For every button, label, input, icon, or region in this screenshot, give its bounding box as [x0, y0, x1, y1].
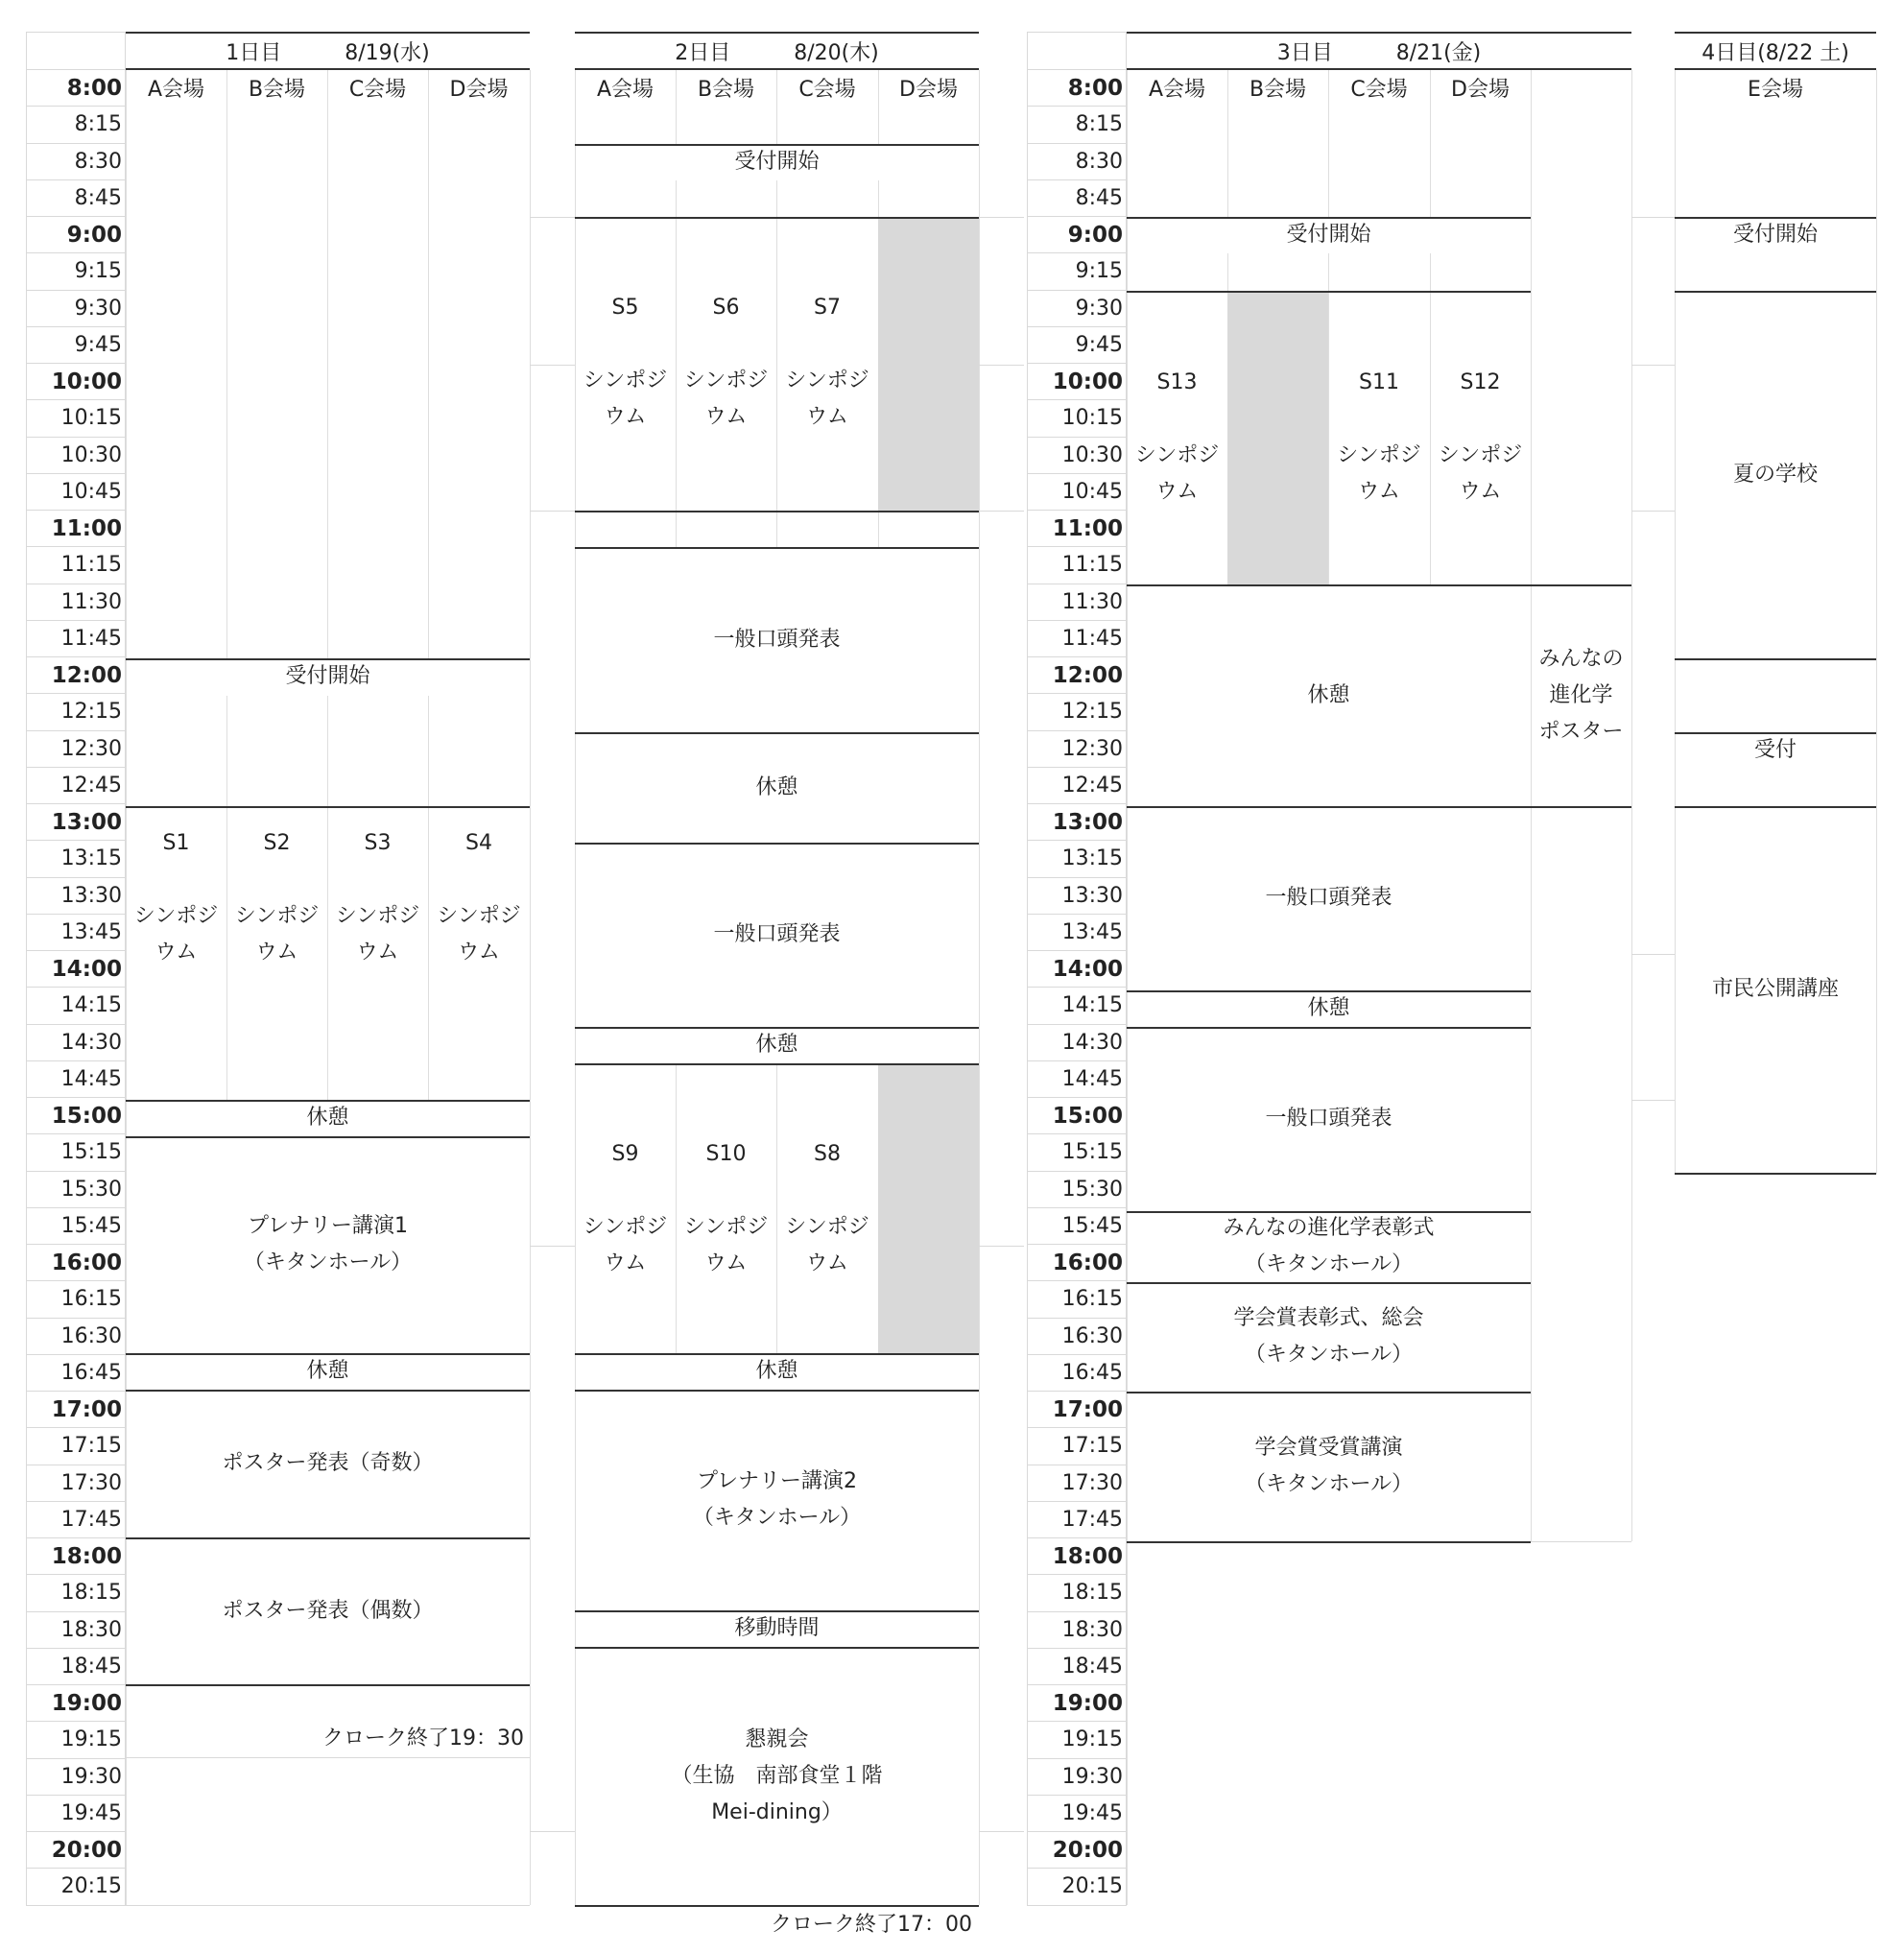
- time-label: 11:45: [26, 621, 126, 657]
- time-label: 9:00: [1027, 217, 1127, 253]
- column-separator: [530, 365, 575, 366]
- day3-reception: 受付開始: [1286, 223, 1371, 247]
- day1-rule: [126, 806, 530, 808]
- day4-header: 4日目(8/22 土): [1675, 32, 1876, 70]
- time-label: 17:45: [26, 1502, 126, 1538]
- day1-divider: [530, 70, 531, 1905]
- day1-divider: [226, 70, 227, 658]
- day1-rule: [126, 1905, 530, 1906]
- day3-divider: [1631, 70, 1632, 1541]
- time-header-cell: [1027, 32, 1127, 70]
- time-label: 8:45: [1027, 180, 1127, 217]
- time-label: 13:30: [26, 878, 126, 915]
- column-separator: [1631, 217, 1675, 218]
- time-label: 15:00: [1027, 1098, 1127, 1134]
- time-label: 11:00: [1027, 511, 1127, 547]
- time-label: 13:15: [1027, 841, 1127, 877]
- day3-room-b: B会場: [1249, 78, 1307, 102]
- day2-sym-label: シンポジウム: [583, 1215, 668, 1275]
- column-separator: [530, 1831, 575, 1832]
- time-label: 16:00: [1027, 1245, 1127, 1281]
- day2-break: 休憩: [755, 774, 798, 799]
- time-label: 18:15: [1027, 1575, 1127, 1611]
- column-separator: [979, 1831, 1024, 1832]
- day2-room-b: B会場: [697, 78, 755, 102]
- time-label: 16:15: [1027, 1281, 1127, 1318]
- day1-header: 1日目 8/19(水): [126, 32, 530, 70]
- column-separator: [530, 1246, 575, 1247]
- day1-divider: [327, 70, 328, 658]
- time-label: 15:00: [26, 1098, 126, 1134]
- day2-break: 休憩: [755, 1033, 798, 1057]
- time-label: 16:30: [26, 1319, 126, 1355]
- column-separator: [1631, 365, 1675, 366]
- time-label: 10:45: [1027, 474, 1127, 511]
- day2-sym-label: シンポジウム: [785, 369, 869, 429]
- time-label: 12:15: [26, 694, 126, 730]
- day2-party: 懇親会 （生協 南部食堂１階 Mei-dining）: [671, 1727, 883, 1824]
- day2-sym-label: シンポジウム: [785, 1215, 869, 1275]
- day2-sym-s8: [776, 1136, 878, 1328]
- time-label: 18:30: [26, 1612, 126, 1649]
- time-label: 17:30: [26, 1465, 126, 1502]
- day1-break: 休憩: [306, 1106, 349, 1130]
- time-label: 18:45: [26, 1649, 126, 1685]
- time-label: 11:30: [26, 584, 126, 621]
- day3-society-award-meeting: 学会賞表彰式、総会 （キタンホール）: [1233, 1306, 1424, 1367]
- time-label: 15:15: [1027, 1134, 1127, 1171]
- day1-divider: [428, 70, 429, 658]
- day3-sym-s13: [1127, 365, 1227, 557]
- column-separator: [1631, 954, 1675, 955]
- time-label: 12:45: [1027, 768, 1127, 804]
- time-label: 14:15: [26, 988, 126, 1024]
- time-label: 15:15: [26, 1134, 126, 1171]
- time-header-cell: [26, 32, 126, 70]
- day3-room-a: A会場: [1148, 78, 1206, 102]
- time-label: 19:15: [26, 1722, 126, 1758]
- day2-sym-id: S6: [712, 296, 740, 320]
- time-label: 15:30: [26, 1172, 126, 1208]
- day4-reception-2: 受付: [1753, 738, 1797, 762]
- day3-sym-label: シンポジウム: [1134, 443, 1220, 504]
- time-label: 8:30: [1027, 144, 1127, 180]
- day2-sym-id: S8: [814, 1142, 841, 1166]
- day2-sym-label: シンポジウム: [683, 1215, 769, 1275]
- time-label: 13:45: [1027, 915, 1127, 951]
- time-label: 11:45: [1027, 621, 1127, 657]
- day3-sym-label: シンポジウム: [1438, 443, 1523, 504]
- day3-room-d: D会場: [1451, 78, 1510, 102]
- day1-room-b: B会場: [248, 78, 306, 102]
- time-label: 20:15: [26, 1869, 126, 1905]
- day4-rule: [1675, 658, 1876, 660]
- day1-sym-s3: [327, 825, 428, 1017]
- time-label: 14:00: [1027, 951, 1127, 988]
- day2-plenary: プレナリー講演2 （キタンホール）: [692, 1469, 862, 1530]
- column-separator: [979, 365, 1024, 366]
- time-label: 14:30: [26, 1025, 126, 1061]
- time-label: 18:45: [1027, 1649, 1127, 1685]
- day4-rule: [1675, 1173, 1876, 1175]
- day3-oral: 一般口頭発表: [1265, 1107, 1392, 1131]
- time-label: 14:45: [26, 1061, 126, 1098]
- time-label: 9:45: [26, 327, 126, 364]
- time-label: 8:30: [26, 144, 126, 180]
- day2-cloak-note: クローク終了17：00: [771, 1913, 972, 1937]
- column-separator: [1631, 511, 1675, 512]
- day2-reception: 受付開始: [734, 150, 820, 174]
- time-label: 17:00: [1027, 1392, 1127, 1428]
- time-label: 19:45: [1027, 1796, 1127, 1832]
- day2-oral: 一般口頭発表: [713, 627, 841, 652]
- day1-divider: [327, 696, 328, 806]
- time-label: 10:15: [26, 400, 126, 437]
- day3-header: 3日目 8/21(金): [1127, 32, 1631, 70]
- day4-room-e: E会場: [1748, 78, 1803, 102]
- day2-sym-id: S10: [705, 1142, 747, 1166]
- time-label: 9:30: [1027, 291, 1127, 327]
- time-label: 10:30: [1027, 438, 1127, 474]
- day2-rule: [575, 511, 979, 512]
- day1-room-d: D会場: [449, 78, 509, 102]
- day3-lunch-break: 休憩: [1307, 682, 1350, 707]
- time-label: 16:45: [1027, 1355, 1127, 1392]
- day3-divider: [1430, 70, 1431, 217]
- time-label: 17:45: [1027, 1502, 1127, 1538]
- day1-sym-id: S4: [465, 831, 492, 855]
- day3-divider: [1227, 70, 1228, 217]
- day3-sym-id: S11: [1359, 370, 1399, 394]
- day2-room-a: A会場: [596, 78, 654, 102]
- time-label: 18:15: [26, 1575, 126, 1611]
- day3-oral: 一般口頭発表: [1265, 886, 1392, 910]
- day1-sym-label: シンポジウム: [437, 904, 521, 965]
- time-label: 11:30: [1027, 584, 1127, 621]
- column-separator: [1631, 1100, 1675, 1101]
- day1-divider: [428, 696, 429, 806]
- day2-divider: [979, 70, 980, 1905]
- day3-break: 休憩: [1307, 996, 1350, 1020]
- time-label: 12:30: [26, 731, 126, 768]
- day2-sym-s7: [776, 290, 878, 482]
- day1-break: 休憩: [306, 1359, 349, 1383]
- time-label: 13:30: [1027, 878, 1127, 915]
- time-label: 13:15: [26, 841, 126, 877]
- day2-d-closed-am: [878, 217, 979, 511]
- day2-oral: 一般口頭発表: [713, 922, 841, 946]
- day3-award-lecture: 学会賞受賞講演 （キタンホール）: [1244, 1436, 1414, 1496]
- day2-divider: [878, 70, 879, 144]
- day1-rule: [126, 1757, 530, 1758]
- time-label: 8:15: [26, 107, 126, 143]
- day2-rule: [575, 1905, 979, 1907]
- day1-sym-id: S1: [162, 831, 190, 855]
- column-separator: [979, 1246, 1024, 1247]
- day2-sym-s9: [575, 1136, 676, 1328]
- day3-sym-s12: [1430, 365, 1531, 557]
- time-label: 18:30: [1027, 1612, 1127, 1649]
- time-label: 17:15: [1027, 1428, 1127, 1465]
- day4-public-lecture: 市民公開講座: [1711, 977, 1839, 1001]
- day1-sym-id: S3: [364, 831, 392, 855]
- day2-room-d: D会場: [899, 78, 958, 102]
- time-label: 9:30: [26, 291, 126, 327]
- time-label: 14:15: [1027, 988, 1127, 1024]
- day3-award-ceremony: みんなの進化学表彰式 （キタンホール）: [1223, 1216, 1435, 1276]
- time-label: 18:00: [1027, 1538, 1127, 1575]
- time-label: 8:45: [26, 180, 126, 217]
- day2-sym-s5: [575, 290, 676, 482]
- day1-room-a: A会場: [147, 78, 205, 102]
- day2-sym-id: S5: [611, 296, 639, 320]
- day2-rule: [575, 1063, 979, 1065]
- day2-sym-s10: [676, 1136, 776, 1328]
- time-label: 17:15: [26, 1428, 126, 1465]
- time-label: 10:00: [1027, 364, 1127, 400]
- time-label: 13:00: [1027, 804, 1127, 841]
- column-separator: [530, 511, 575, 512]
- time-label: 8:00: [1027, 70, 1127, 107]
- time-label: 19:30: [1027, 1759, 1127, 1796]
- time-label: 16:45: [26, 1355, 126, 1392]
- time-label: 16:30: [1027, 1319, 1127, 1355]
- time-label: 19:30: [26, 1759, 126, 1796]
- time-label: 19:45: [26, 1796, 126, 1832]
- time-label: 12:00: [26, 657, 126, 694]
- time-label: 14:30: [1027, 1025, 1127, 1061]
- time-label: 19:00: [1027, 1685, 1127, 1722]
- day4-divider: [1876, 70, 1877, 1174]
- day2-sym-id: S9: [611, 1142, 639, 1166]
- day2-divider: [676, 70, 677, 144]
- column-separator: [979, 511, 1024, 512]
- day1-poster-odd: ポスター発表（奇数）: [222, 1451, 434, 1475]
- time-label: 12:15: [1027, 694, 1127, 730]
- day4-summer-school: 夏の学校: [1732, 462, 1818, 487]
- day1-plenary: プレナリー講演1 （キタンホール）: [243, 1214, 413, 1274]
- time-label: 11:00: [26, 511, 126, 547]
- day1-room-c: C会場: [348, 78, 407, 102]
- day2-divider: [776, 70, 777, 144]
- day3-divider: [1328, 70, 1329, 217]
- day1-sym-label: シンポジウム: [234, 904, 320, 965]
- time-label: 20:15: [1027, 1869, 1127, 1905]
- time-label: 20:00: [1027, 1832, 1127, 1869]
- day2-sym-label: シンポジウム: [683, 369, 769, 429]
- time-label: 17:30: [1027, 1465, 1127, 1502]
- day3-sym-label: シンポジウム: [1337, 443, 1421, 504]
- day2-sym-id: S7: [814, 296, 841, 320]
- time-label: 16:00: [26, 1245, 126, 1281]
- day1-poster-even: ポスター発表（偶数）: [222, 1598, 434, 1623]
- day1-sym-label: シンポジウム: [133, 904, 219, 965]
- time-label: 13:45: [26, 915, 126, 951]
- time-label: 9:00: [26, 217, 126, 253]
- day3-sym-s11: [1328, 365, 1430, 557]
- day1-divider: [226, 696, 227, 806]
- time-label: 14:00: [26, 951, 126, 988]
- day3-rule: [1531, 1541, 1631, 1542]
- day2-move: 移動時間: [734, 1616, 820, 1640]
- time-label: 10:45: [26, 474, 126, 511]
- day2-room-c: C会場: [798, 78, 856, 102]
- time-label: 9:15: [26, 253, 126, 290]
- day2-d-closed-pm: [878, 1063, 979, 1353]
- time-label: 10:15: [1027, 400, 1127, 437]
- time-label: 18:00: [26, 1538, 126, 1575]
- day3-rule: [1127, 1541, 1531, 1543]
- time-label: 19:00: [26, 1685, 126, 1722]
- day2-rule: [575, 217, 979, 219]
- time-label: 15:30: [1027, 1172, 1127, 1208]
- day2-sym-s6: [676, 290, 776, 482]
- time-label: 12:45: [26, 768, 126, 804]
- time-label: 20:00: [26, 1832, 126, 1869]
- day1-cloak-note: クローク終了19：30: [322, 1727, 524, 1751]
- time-label: 9:45: [1027, 327, 1127, 364]
- day1-sym-s1: [126, 825, 226, 1017]
- column-separator: [530, 217, 575, 218]
- day3-b-closed: [1227, 291, 1328, 584]
- time-label: 11:15: [1027, 547, 1127, 584]
- time-label: 10:30: [26, 438, 126, 474]
- day3-rule: [1127, 291, 1531, 293]
- day1-sym-label: シンポジウム: [335, 904, 420, 965]
- time-label: 19:15: [1027, 1722, 1127, 1758]
- time-label: 12:00: [1027, 657, 1127, 694]
- day3-sym-id: S12: [1460, 370, 1501, 394]
- time-label: 12:30: [1027, 731, 1127, 768]
- day3-evolution-poster: みんなの 進化学 ポスター: [1538, 646, 1624, 744]
- time-label: 17:00: [26, 1392, 126, 1428]
- day3-room-c: C会場: [1350, 78, 1408, 102]
- time-label: 11:15: [26, 547, 126, 584]
- day1-reception: 受付開始: [285, 664, 370, 688]
- time-label: 14:45: [1027, 1061, 1127, 1098]
- time-label: 15:45: [1027, 1208, 1127, 1245]
- time-label: 9:15: [1027, 253, 1127, 290]
- day3-sym-id: S13: [1156, 370, 1198, 394]
- time-label: 16:15: [26, 1281, 126, 1318]
- day1-rule: [126, 1684, 530, 1686]
- time-label: 8:00: [26, 70, 126, 107]
- time-label: 8:15: [1027, 107, 1127, 143]
- day1-sym-id: S2: [263, 831, 291, 855]
- day4-reception: 受付開始: [1732, 223, 1818, 247]
- day1-sym-s2: [226, 825, 327, 1017]
- day2-sym-label: シンポジウム: [583, 369, 668, 429]
- day2-header: 2日目 8/20(木): [575, 32, 979, 70]
- time-label: 10:00: [26, 364, 126, 400]
- time-label: 15:45: [26, 1208, 126, 1245]
- day1-sym-s4: [428, 825, 530, 1017]
- time-label: 13:00: [26, 804, 126, 841]
- column-separator: [979, 217, 1024, 218]
- day2-break: 休憩: [755, 1359, 798, 1383]
